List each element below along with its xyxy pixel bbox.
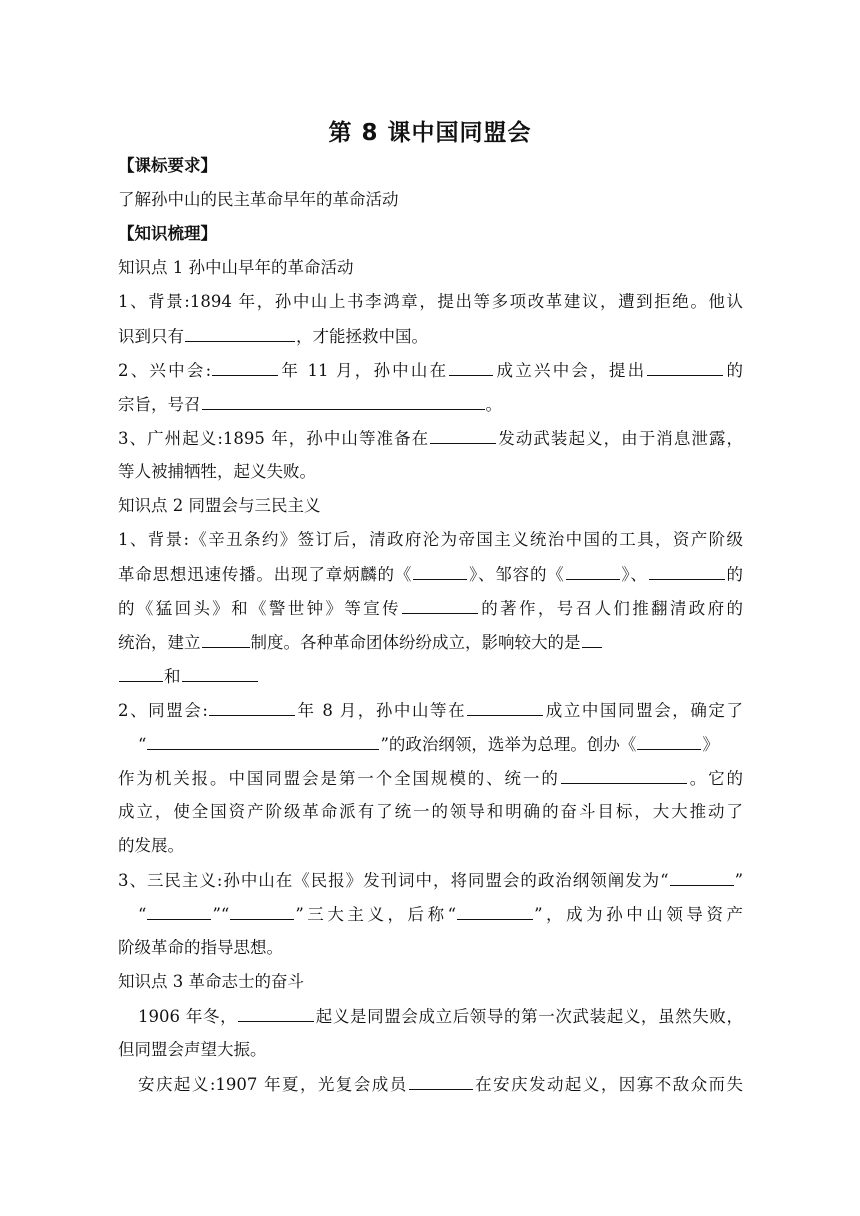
kp1-line: [118, 427, 743, 450]
kp2-line: [118, 563, 743, 586]
text-segment: 年 8 月，孙中山等在: [295, 701, 467, 720]
text-segment: “: [138, 735, 147, 754]
fill-blank[interactable]: [147, 733, 379, 750]
fill-blank[interactable]: [566, 563, 620, 580]
text-segment: ”的政治纲领，选举为总理。创办《: [380, 735, 637, 754]
kp2-line: [118, 733, 743, 756]
text-segment: 成立兴中会，提出: [494, 361, 647, 380]
text-segment: 作为机关报。中国同盟会是第一个全国规模的、统一的: [118, 769, 560, 788]
fill-blank[interactable]: [119, 665, 163, 682]
text-segment: 的《猛回头》和《警世钟》等宣传: [118, 599, 401, 618]
fill-blank[interactable]: [430, 427, 496, 444]
text-segment: 起义是同盟会成立后领导的第一次武装起义，虽然失败，: [315, 1007, 743, 1026]
text-segment: ”三大主义，后称“: [295, 905, 457, 924]
kp2-line: [118, 767, 743, 790]
kp3-line: [118, 1073, 743, 1096]
fill-blank[interactable]: [147, 903, 211, 920]
kp2-line: [118, 665, 743, 688]
text-segment: 。它的: [687, 769, 744, 788]
kp2-line: 阶级革命的指导思想。: [118, 938, 283, 957]
kp3-line: 但同盟会声望大振。: [118, 1040, 267, 1059]
text-segment: ”“: [212, 905, 230, 924]
fill-blank[interactable]: [637, 733, 701, 750]
text-segment: 。: [485, 395, 502, 414]
kp2-line: [118, 597, 743, 620]
fill-blank[interactable]: [670, 869, 734, 886]
fill-blank[interactable]: [182, 665, 258, 682]
text-segment: 发动武装起义，由于消息泄露，: [497, 429, 743, 448]
text-segment: ，才能拯救中国。: [296, 327, 428, 346]
fill-blank[interactable]: [449, 359, 493, 376]
text-segment: 制度。各种革命团体纷纷成立，影响较大的是: [250, 633, 581, 652]
text-segment: 成立中国同盟会，确定了: [544, 701, 743, 720]
text-segment: 的: [725, 565, 744, 584]
kp1-line: 等人被捕牺牲，起义失败。: [118, 462, 316, 481]
fill-blank[interactable]: [649, 563, 725, 580]
kp2-title: 知识点 2 同盟会与三民主义: [118, 496, 321, 515]
text-segment: 2、兴中会:: [118, 361, 212, 380]
text-segment: 宗旨，号召: [118, 395, 201, 414]
text-segment: 革命思想迅速传播。出现了章炳麟的《: [118, 565, 413, 584]
text-segment: 识到只有: [118, 327, 184, 346]
text-segment: “: [138, 905, 147, 924]
text-segment: ”: [734, 871, 743, 890]
text-segment: 的著作，号召人们推翻清政府的: [478, 599, 744, 618]
fill-blank[interactable]: [209, 699, 295, 716]
text-segment: 3、广州起义:1895 年，孙中山等准备在: [118, 429, 430, 448]
fill-blank[interactable]: [582, 631, 602, 648]
kp2-line: 1、背景:《辛丑条约》签订后，清政府沦为帝国主义统治中国的工具，资产阶级: [118, 530, 743, 549]
kp2-line: [118, 869, 743, 892]
kp3-line: [118, 1005, 743, 1028]
heading-knowledge-review: 【知识梳理】: [118, 224, 217, 243]
requirement-text: 了解孙中山的民主革命早年的革命活动: [118, 190, 399, 209]
fill-blank[interactable]: [230, 903, 294, 920]
text-segment: 在安庆发动起义，因寡不敌众而失: [473, 1075, 744, 1094]
fill-blank[interactable]: [238, 1005, 314, 1022]
fill-blank[interactable]: [202, 393, 485, 410]
kp2-line: 成立，使全国资产阶级革命派有了统一的领导和明确的奋斗目标，大大推动了: [118, 802, 743, 821]
fill-blank[interactable]: [457, 903, 533, 920]
heading-curriculum-requirements: 【课标要求】: [118, 156, 217, 175]
kp1-line: [118, 393, 743, 416]
kp2-line: 的发展。: [118, 836, 184, 855]
text-segment: 的: [724, 361, 744, 380]
kp1-line: [118, 359, 743, 382]
text-segment: 2、同盟会:: [118, 701, 208, 720]
text-segment: 1906 年冬，: [138, 1007, 238, 1026]
text-segment: 》、邹容的《: [468, 565, 565, 584]
kp2-line: [118, 631, 743, 654]
fill-blank[interactable]: [409, 1073, 473, 1090]
fill-blank[interactable]: [202, 631, 250, 648]
kp1-title: 知识点 1 孙中山早年的革命活动: [118, 258, 354, 277]
text-segment: 统治，建立: [118, 633, 201, 652]
kp2-line: [118, 903, 743, 926]
text-segment: ”，成为孙中山领导资产: [534, 905, 743, 924]
fill-blank[interactable]: [413, 563, 467, 580]
fill-blank[interactable]: [647, 359, 723, 376]
fill-blank[interactable]: [402, 597, 478, 614]
kp1-line: [118, 325, 743, 348]
text-segment: 3、三民主义:孙中山在《民报》发刊词中，将同盟会的政治纲领阐发为“: [118, 871, 669, 890]
fill-blank[interactable]: [185, 325, 295, 342]
kp3-title: 知识点 3 革命志士的奋斗: [118, 972, 304, 991]
fill-blank[interactable]: [467, 699, 543, 716]
text-segment: 安庆起义:1907 年夏，光复会成员: [138, 1075, 408, 1094]
page-title: 第 8 课中国同盟会: [328, 120, 532, 146]
fill-blank[interactable]: [212, 359, 278, 376]
text-segment: 》: [702, 735, 719, 754]
text-segment: 和: [164, 667, 181, 686]
fill-blank[interactable]: [561, 767, 687, 784]
text-segment: 年 11 月，孙中山在: [279, 361, 449, 380]
kp2-line: [118, 699, 743, 722]
text-segment: 》、: [620, 565, 648, 584]
kp1-line: 1、背景:1894 年，孙中山上书李鸿章，提出等多项改革建议，遭到拒绝。他认: [118, 292, 743, 311]
